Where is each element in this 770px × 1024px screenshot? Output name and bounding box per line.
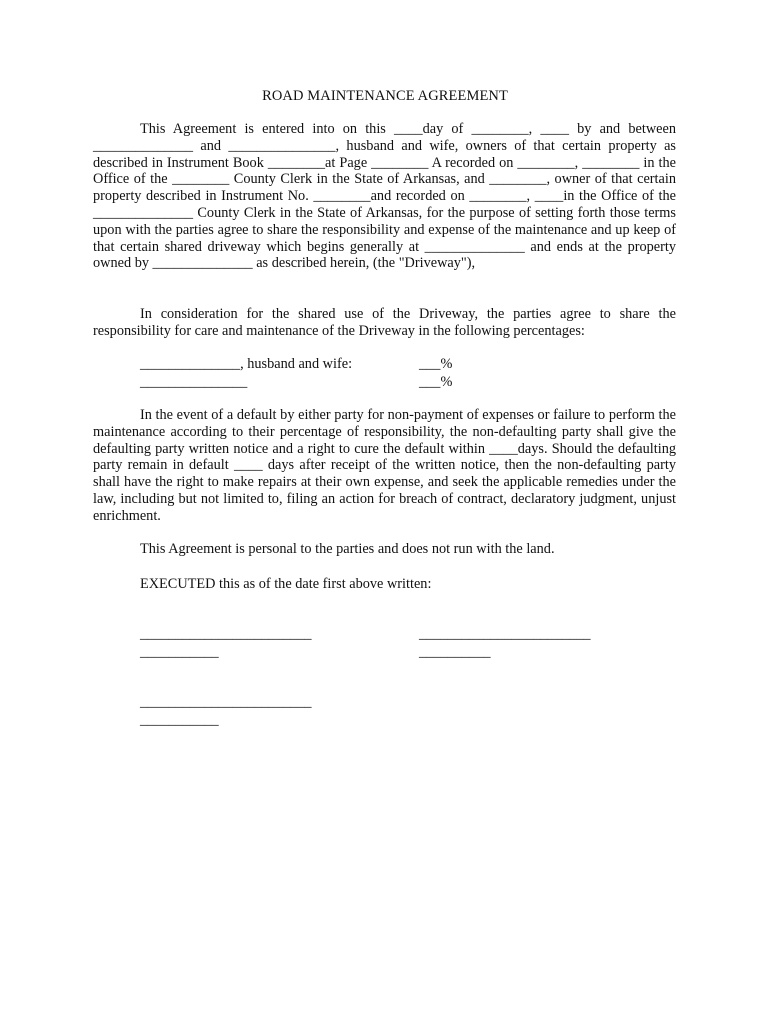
signature-subline-left-2: ___________ (140, 712, 219, 728)
share-row-percent-2: ___% (419, 374, 453, 390)
share-row-percent-1: ___% (419, 356, 453, 372)
signature-line-right-1: ________________________ (419, 626, 591, 642)
executed-paragraph: EXECUTED this as of the date first above written: (140, 576, 432, 592)
share-row-party-1: ______________, husband and wife: (140, 356, 353, 372)
consideration-paragraph: In consideration for the shared use of the Driveway, the parties agree to share the responsibility for care and maintenance of the Driveway in the following percentages: (93, 306, 676, 339)
signature-subline-left-1: ___________ (140, 644, 219, 660)
default-paragraph: In the event of a default by either party for non-payment of expenses or failure to perform the maintenance according to their percentage of responsibility, the non-defaulting party shall give the defaulting party written notice and a right to cure the default within ____days. Should the defaulting party remain in default ____ days after receipt of the written notice, then the non-defaulting party shall have the right to make repairs at their own expense, and seek the applicable remedies under the law, including but not limited to, filing an action for breach of contract, declaratory judgment, unjust enrichment. (93, 407, 676, 524)
share-row-party-2: _______________ (140, 374, 248, 390)
document-title: ROAD MAINTENANCE AGREEMENT (262, 88, 508, 104)
agreement-paragraph: This Agreement is entered into on this ____day of ________, ____ by and between ______________ and _______________, husband and wife, owners of that certain property as described in Instrument Book ________at Page ________ A recorded on ________, ________ in the Office of the ________ County Clerk in the State of Arkansas, and ________, owner of that certain property described in Instrument No. ________and recorded on ________, ____in the Office of the ______________ County Clerk in the State of Arkansas, for the purpose of setting forth those terms upon with the parties agree to share the responsibility and expense of the maintenance and up keep of that certain shared driveway which begins generally at ______________ and ends at the property owned by ______________ as described herein, (the "Driveway"), (93, 121, 676, 272)
signature-line-left-1: ________________________ (140, 626, 312, 642)
signature-line-left-2: ________________________ (140, 694, 312, 710)
personal-agreement-paragraph: This Agreement is personal to the parties and does not run with the land. (140, 541, 555, 557)
signature-subline-right-1: __________ (419, 644, 491, 660)
